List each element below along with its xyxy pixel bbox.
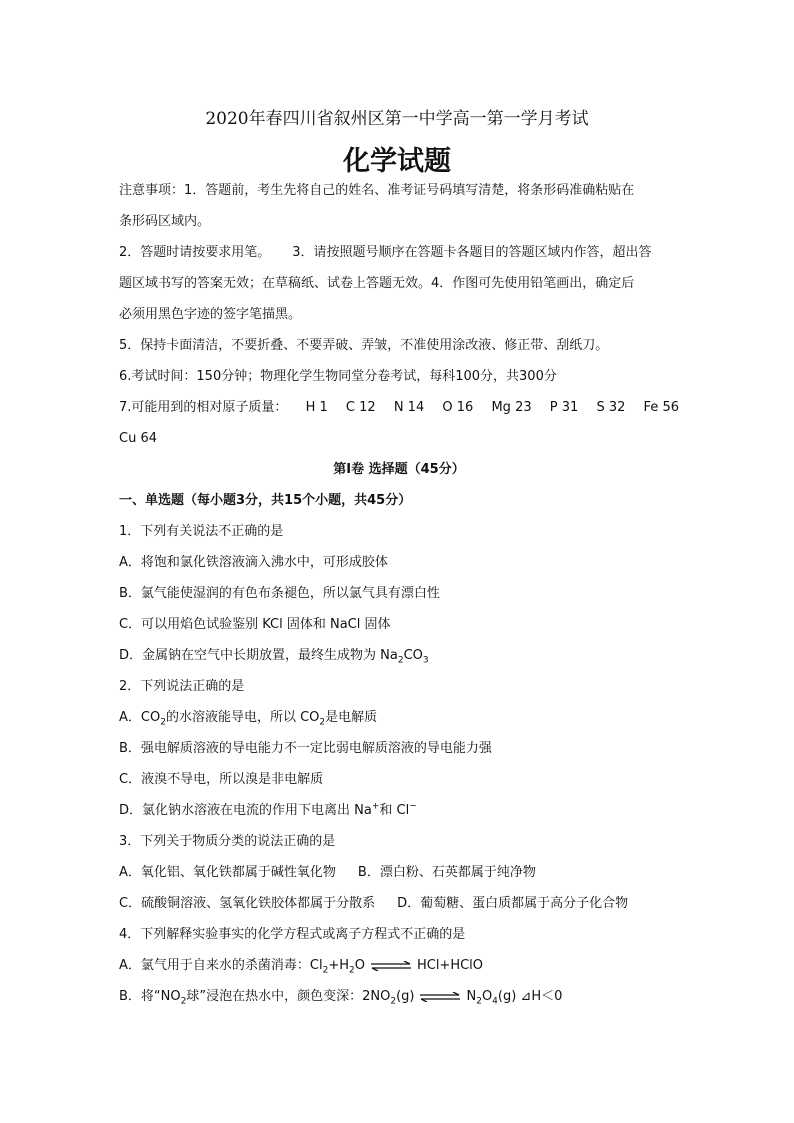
option-b: B．氯气能使湿润的有色布条褪色，所以氯气具有漂白性 xyxy=(119,586,440,601)
option-d: D．氯化钠水溶液在电流的作用下电离出 Na+和 Cl− xyxy=(119,801,417,818)
atomic-mass: Fe 56 xyxy=(643,400,679,415)
atomic-mass-row xyxy=(119,392,679,423)
atomic-mass: H 1 xyxy=(305,400,328,415)
atomic-mass: O 16 xyxy=(442,400,474,415)
option-row-ab xyxy=(119,857,679,888)
part-title: 一、单选题（每小题3分，共15个小题，共45分） xyxy=(119,493,412,508)
option-a: A．将饱和氯化铁溶液滴入沸水中，可形成胶体 xyxy=(119,555,388,570)
atomic-mass: N 14 xyxy=(393,400,425,415)
option-a: A．氧化铝、氧化铁都属于碱性氧化物 xyxy=(119,865,336,880)
notice-line: 6.考试时间：150分钟；物理化学生物同堂分卷考试，每科100分，共300分 xyxy=(119,369,557,384)
question-stem: 1．下列有关说法不正确的是 xyxy=(119,524,284,539)
option-b: B．强电解质溶液的导电能力不一定比弱电解质溶液的导电能力强 xyxy=(119,741,492,756)
exam-title: 2020年春四川省叙州区第一中学高一第一学月考试 xyxy=(205,109,589,129)
option-c: C．硫酸铜溶液、氢氧化铁胶体都属于分散系 xyxy=(119,896,376,911)
atomic-mass: P 31 xyxy=(549,400,579,415)
notice-line: 题区域书写的答案无效；在草稿纸、试卷上答题无效。4．作图可先使用铅笔画出，确定后 xyxy=(119,276,635,291)
atomic-mass: S 32 xyxy=(596,400,626,415)
subject-title: 化学试题 xyxy=(343,146,451,177)
option-b: B．漂白粉、石英都属于纯净物 xyxy=(357,865,536,880)
atomic-mass: C 12 xyxy=(345,400,376,415)
exam-content xyxy=(119,175,679,1012)
question-stem: 4．下列解释实验事实的化学方程式或离子方程式不正确的是 xyxy=(119,927,466,942)
volume-title: 第Ⅰ卷 选择题（45分） xyxy=(333,462,465,477)
option-a: A．$CO_2$的水溶液能导电，所以 $CO_2$是电解质 xyxy=(119,710,378,728)
option-b: B．将“$NO_2$球”浸泡在热水中，颜色变深：$2NO_2(g)$ $N_2O_4(g)$ ⊿H＜0 xyxy=(119,989,563,1007)
atomic-mass: Mg 23 xyxy=(491,400,532,415)
option-d: D．葡萄糖、蛋白质都属于高分子化合物 xyxy=(397,896,629,911)
option-d: D．金属钠在空气中长期放置，最终生成物为 $Na_2CO_3$ xyxy=(119,648,429,666)
notice-line: 必须用黑色字迹的签字笔描黑。 xyxy=(119,307,302,322)
notice-line: 5．保持卡面清洁，不要折叠、不要弄破、弄皱，不准使用涂改液、修正带、刮纸刀。 xyxy=(119,338,609,353)
option-row-cd xyxy=(119,888,679,919)
notice-line xyxy=(119,237,679,268)
option-c: C．可以用焰色试验鉴别 KCl 固体和 NaCl 固体 xyxy=(119,617,391,632)
atomic-mass-label: 7.可能用到的相对原子质量： xyxy=(119,400,288,415)
option-c: C．液溴不导电，所以溴是非电解质 xyxy=(119,772,324,787)
notice-text: 2．答题时请按要求用笔。 xyxy=(119,245,271,260)
equilibrium-arrow-icon xyxy=(370,961,412,971)
notice-line: 条形码区域内。 xyxy=(119,214,211,229)
question-stem: 2．下列说法正确的是 xyxy=(119,679,245,694)
atomic-mass: Cu 64 xyxy=(119,431,157,446)
notice-line: 注意事项：1．答题前，考生先将自己的姓名、准考证号码填写清楚，将条形码准确粘贴在 xyxy=(119,183,635,198)
equilibrium-arrow-icon xyxy=(419,992,461,1002)
notice-text: 3．请按照题号顺序在答题卡各题目的答题区域内作答，超出答 xyxy=(292,245,652,260)
option-a: A．氯气用于自来水的杀菌消毒：$Cl_2+H_2O$ HCl+HClO xyxy=(119,958,484,976)
question-stem: 3．下列关于物质分类的说法正确的是 xyxy=(119,834,336,849)
